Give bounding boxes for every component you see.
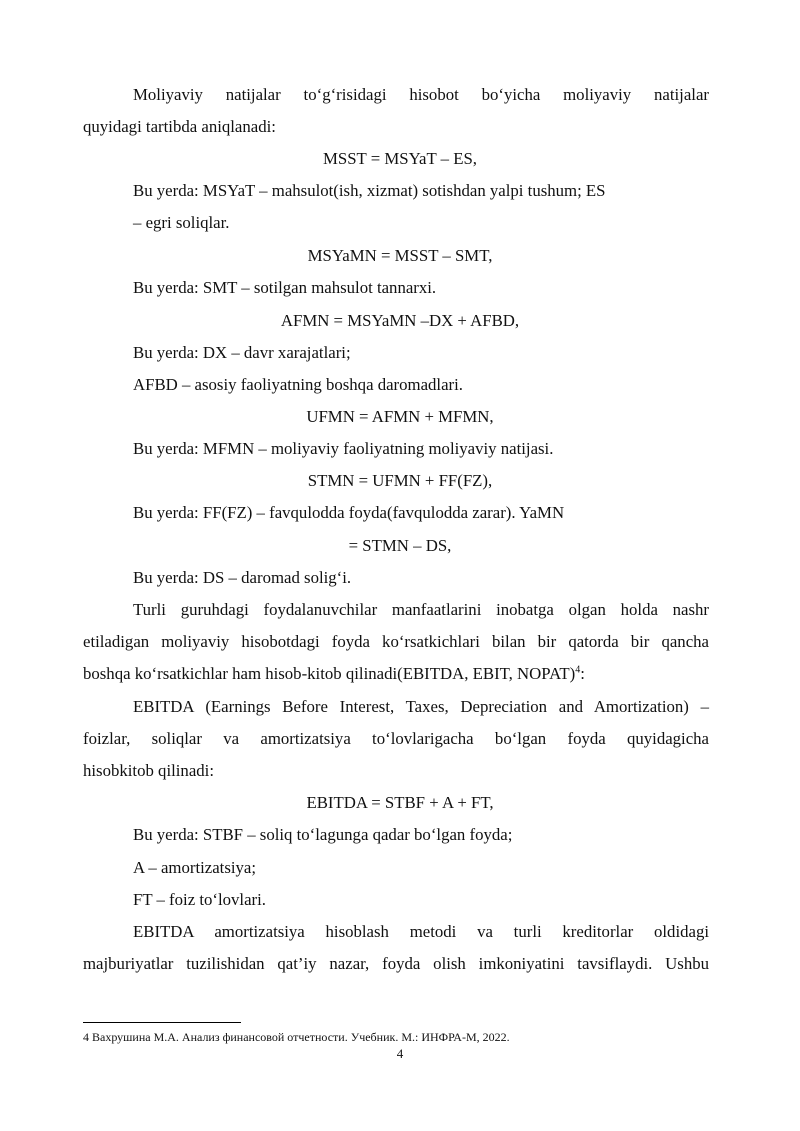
paragraph-line: Bu yerda: DX – davr xarajatlari; [133, 343, 351, 362]
formula-line: MSYaMN = MSST – SMT, [307, 246, 493, 265]
paragraph-line: Bu yerda: MFMN – moliyaviy faoliyatning moliyaviy natijasi. [133, 439, 554, 458]
formula-line: EBITDA = STBF + A + FT, [306, 793, 494, 812]
paragraph-line: EBITDA (Earnings Before Interest, Taxes, Depreciation and Amortization) – [133, 697, 709, 716]
page-number: 4 [396, 1046, 404, 1061]
paragraph-line: EBITDA amortizatsiya hisoblash metodi va turli kreditorlar oldidagi [133, 922, 709, 941]
formula-line: = STMN – DS, [348, 536, 452, 555]
paragraph-line: Bu yerda: STBF – soliq to‘lagunga qadar bo‘lgan foyda; [133, 825, 513, 844]
paragraph-line: hisobkitob qilinadi: [83, 761, 214, 780]
paragraph-line: Bu yerda: FF(FZ) – favqulodda foyda(favqulodda zarar). YaMN [133, 503, 565, 522]
paragraph-line: A – amortizatsiya; [133, 858, 257, 877]
paragraph-line: Bu yerda: SMT – sotilgan mahsulot tannarxi. [133, 278, 437, 297]
paragraph-line: Bu yerda: MSYaT – mahsulot(ish, xizmat) sotishdan yalpi tushum; ES [133, 181, 606, 200]
paragraph-line: FT – foiz to‘lovlari. [133, 890, 266, 909]
paragraph-line: Bu yerda: DS – daromad solig‘i. [133, 568, 352, 587]
paragraph-text: boshqa ko‘rsatkichlar ham hisob-kitob qilinadi(EBITDA, EBIT, NOPAT) [83, 664, 576, 683]
formula-line: UFMN = AFMN + MFMN, [306, 407, 494, 426]
paragraph-line: quyidagi tartibda aniqlanadi: [83, 117, 276, 136]
formula-line: AFMN = MSYaMN –DX + AFBD, [280, 311, 520, 330]
formula-line: STMN = UFMN + FF(FZ), [307, 471, 493, 490]
paragraph-line: AFBD – asosiy faoliyatning boshqa daromadlari. [133, 375, 463, 394]
formula-line: MSST = MSYaT – ES, [322, 149, 478, 168]
paragraph-line: – egri soliqlar. [133, 213, 230, 232]
footnote: 4 Вахрушина М.А. Анализ финансовой отчетности. Учебник. М.: ИНФРА-М, 2022. [83, 1030, 510, 1044]
paragraph-line: foizlar, soliqlar va amortizatsiya to‘lovlarigacha bo‘lgan foyda quyidagicha [83, 729, 709, 748]
paragraph-line: etiladigan moliyaviy hisobotdagi foyda ko‘rsatkichlari bilan bir qatorda bir qancha [83, 632, 709, 651]
paragraph-line: majburiyatlar tuzilishidan qat’iy nazar, foyda olish imkoniyatini tavsiflaydi. Ushbu [83, 954, 709, 973]
paragraph-text-tail: : [580, 664, 585, 683]
paragraph-line: Turli guruhdagi foydalanuvchilar manfaatlarini inobatga olgan holda nashr [133, 600, 709, 619]
paragraph-line: Moliyaviy natijalar to‘g‘risidagi hisobot bo‘yicha moliyaviy natijalar [133, 85, 709, 104]
footnote-reference: 4 [575, 664, 581, 676]
paragraph-line [83, 663, 585, 685]
footnote-separator [83, 1022, 241, 1023]
